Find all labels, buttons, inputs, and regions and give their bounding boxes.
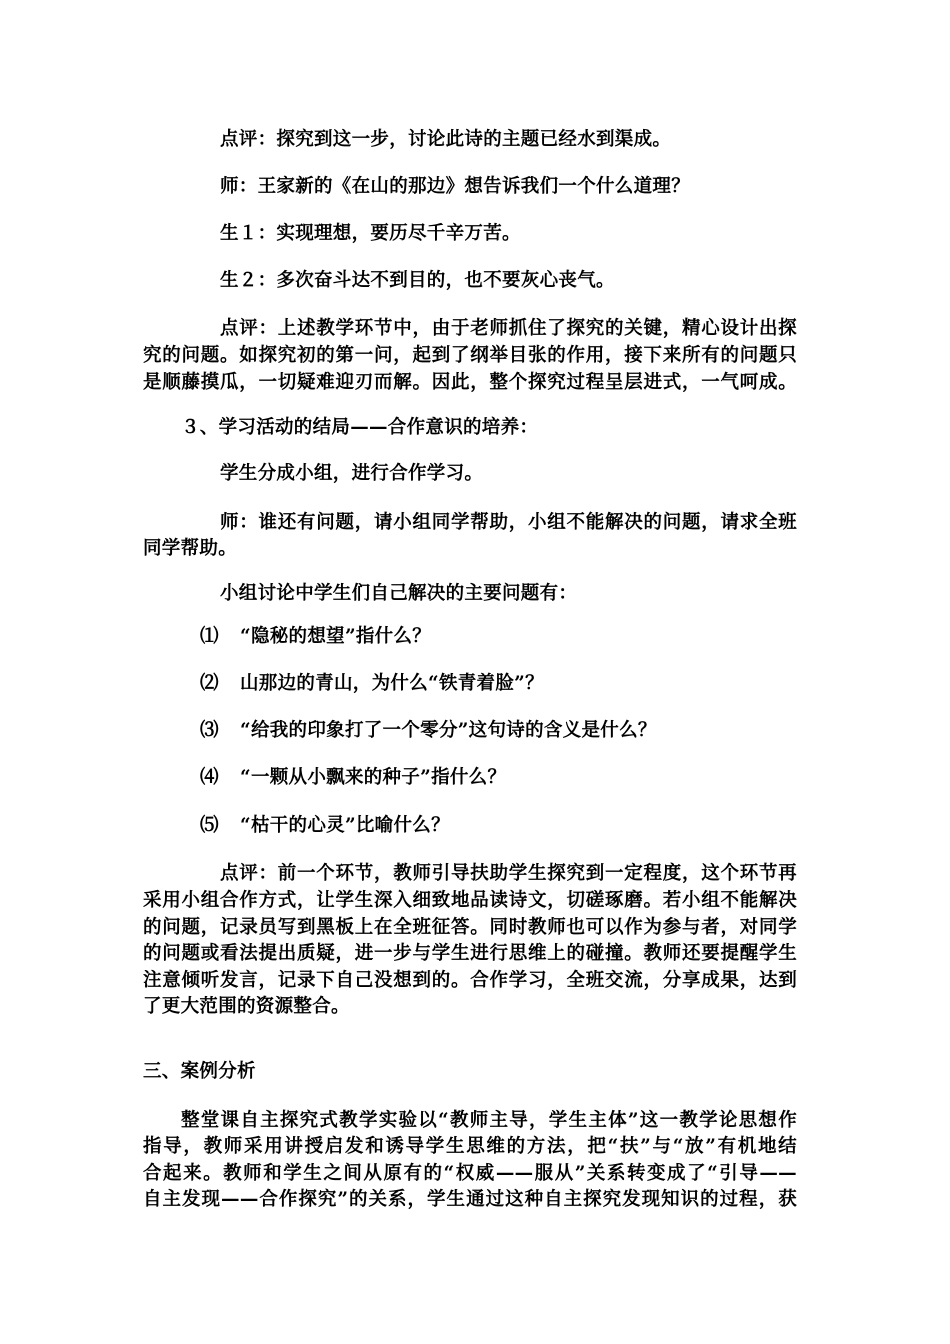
question-number: ⑷ <box>200 767 219 788</box>
question-text: 山那边的青山，为什么“铁青着脸”？ <box>240 673 544 694</box>
comment-paragraph-3-line: 的问题，记录员写到黑板上在全班征答。同时教师也可以作为参与者，对同学 <box>143 917 797 938</box>
comment-paragraph-3-line: 点评：前一个环节，教师引导扶助学生探究到一定程度，这个环节再 <box>220 863 797 884</box>
question-text: “隐秘的想望”指什么？ <box>240 626 432 647</box>
teacher-question: 师：王家新的《在山的那边》想告诉我们一个什么道理？ <box>220 176 691 197</box>
groups-line: 学生分成小组，进行合作学习。 <box>220 463 484 484</box>
teacher-help-line: 师：谁还有问题，请小组同学帮助，小组不能解决的问题，请求全班 <box>220 512 797 533</box>
comment-paragraph-1: 点评：探究到这一步，讨论此诗的主题已经水到渠成。 <box>220 129 672 150</box>
question-text: “枯干的心灵”比喻什么？ <box>240 815 450 836</box>
section-three-heading: 三、案例分析 <box>143 1061 256 1082</box>
student-2-answer: 生２：多次奋斗达不到目的，也不要灰心丧气。 <box>220 270 615 291</box>
comment-paragraph-3-line: 注意倾听发言，记录下自己没想到的。合作学习，全班交流，分享成果，达到 <box>143 970 797 991</box>
student-1-answer: 生１：实现理想，要历尽千辛万苦。 <box>220 223 521 244</box>
analysis-line: 整堂课自主探究式教学实验以“教师主导，学生主体”这一教学论思想作 <box>181 1110 797 1131</box>
question-number: ⑵ <box>200 673 219 694</box>
analysis-line: 指导，教师采用讲授启发和诱导学生思维的方法，把“扶”与“放”有机地结 <box>143 1136 797 1157</box>
comment-paragraph-2-line: 是顺藤摸瓜，一切疑难迎刃而解。因此，整个探究过程呈层进式，一气呵成。 <box>143 372 797 393</box>
question-text: “一颗从小飘来的种子”指什么？ <box>240 767 507 788</box>
question-text: “给我的印象打了一个零分”这句诗的含义是什么？ <box>240 720 657 741</box>
section-3-heading: ３、学习活动的结局——合作意识的培养： <box>181 417 539 438</box>
analysis-line: 自主发现——合作探究”的关系，学生通过这种自主探究发现知识的过程，获 <box>143 1189 797 1210</box>
question-number: ⑴ <box>200 626 219 647</box>
analysis-line: 合起来。教师和学生之间从原有的“权威——服从”关系转变成了“引导—— <box>143 1163 797 1184</box>
comment-paragraph-3-line: 的问题或看法提出质疑，进一步与学生进行思维上的碰撞。教师还要提醒学生 <box>143 943 797 964</box>
comment-paragraph-3-line: 了更大范围的资源整合。 <box>143 996 350 1017</box>
comment-paragraph-3-line: 采用小组合作方式，让学生深入细致地品读诗文，切磋琢磨。若小组不能解决 <box>143 890 797 911</box>
comment-paragraph-2-line: 究的问题。如探究初的第一问，起到了纲举目张的作用，接下来所有的问题只 <box>143 345 797 366</box>
question-number: ⑶ <box>200 720 219 741</box>
group-intro: 小组讨论中学生们自己解决的主要问题有： <box>220 583 578 604</box>
question-number: ⑸ <box>200 815 219 836</box>
comment-paragraph-2-line: 点评：上述教学环节中，由于老师抓住了探究的关键，精心设计出探 <box>220 318 797 339</box>
teacher-help-line: 同学帮助。 <box>143 538 238 559</box>
